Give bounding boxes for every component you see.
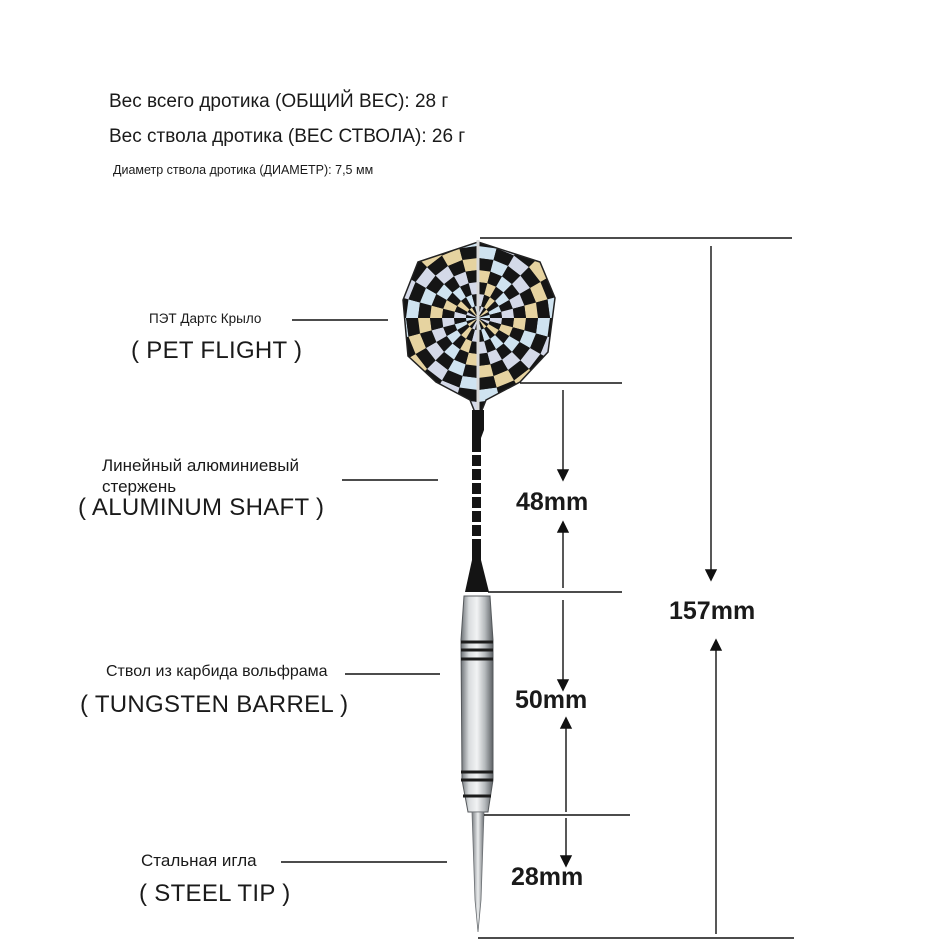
shaft-length-value: 48mm [516,488,589,516]
tip-length-value: 28mm [511,863,584,891]
leader-lines [281,320,447,862]
barrel-length-value: 50mm [515,686,588,714]
flight-pattern-segment [430,391,456,411]
flight-pattern-segment [385,340,405,366]
tip-label-ru: Стальная игла [141,851,257,870]
flight-pattern-segment [394,296,409,318]
flight-pattern-segment [410,235,436,259]
flight-pattern-segment [385,270,405,296]
shaft-label-ru: Линейный алюминиевый стержень [102,456,300,496]
total-length-value: 157mm [669,597,756,625]
flight-pattern-segment [500,391,526,411]
flight-pattern-segment [453,222,478,237]
flight-pattern-segment [478,222,503,237]
tungsten-barrel [461,596,493,812]
barrel-label-en: ( TUNGSTEN BARREL ) [80,691,349,718]
shaft-label-en: ( ALUMINUM SHAFT ) [78,494,325,521]
flight-label-en: ( PET FLIGHT ) [131,337,303,364]
flight-pattern-segment [520,377,546,401]
flight-pattern-segment [551,340,571,366]
dimension-arrows [558,246,721,934]
flight-pattern-segment [559,293,574,318]
flight-pattern-segment [382,318,397,343]
flight-pattern-segment [395,360,419,386]
flight-pattern-segment [551,270,571,296]
aluminum-shaft [465,410,489,592]
barrel-diameter-spec: Диаметр ствола дротика (ДИАМЕТР): 7,5 мм [113,163,374,177]
flight-label-ru: ПЭТ Дартс Крыло [149,311,262,326]
flight-pattern-segment [500,225,526,245]
total-weight-spec: Вес всего дротика (ОБЩИЙ ВЕС): 28 г [109,91,449,112]
tip-label-en: ( STEEL TIP ) [139,880,291,907]
pet-flight [382,222,574,424]
flight-pattern-segment [478,234,500,249]
flight-pattern-segment [430,225,456,245]
steel-tip [472,812,484,932]
flight-pattern-segment [382,293,397,318]
barrel-weight-spec: Вес ствола дротика (ВЕС СТВОЛА): 26 г [109,126,466,147]
flight-pattern-segment [559,318,574,343]
flight-pattern-segment [537,360,561,386]
barrel-label-ru: Ствол из карбида вольфрама [106,663,328,680]
flight-pattern-segment [410,377,436,401]
